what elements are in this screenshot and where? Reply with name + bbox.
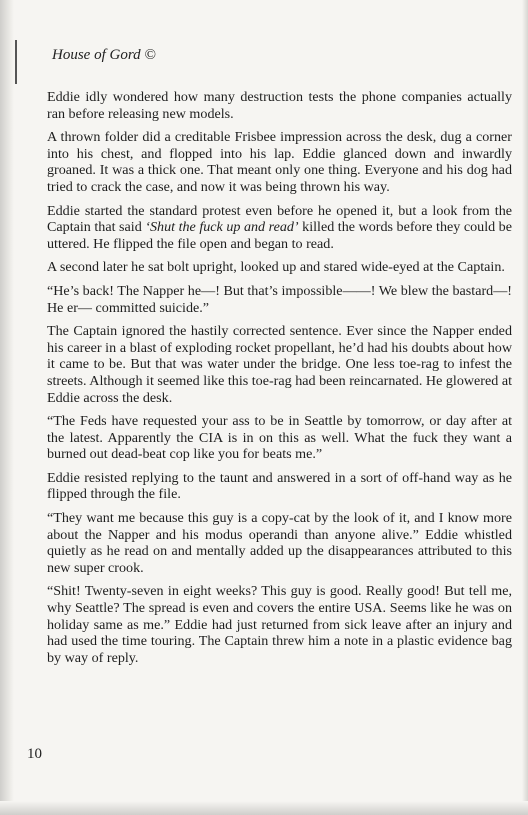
paragraph: “The Feds have requested your ass to be in Seattle by tomorrow, or day after at the latest. Apparently the CIA is in on this as well. What the fuck they want a burned out dead-beat cop like you for beats me.” [47,413,512,463]
binding-gutter [0,0,14,815]
paragraph: Eddie resisted replying to the taunt and answered in a sort of off-hand way as he flipped through the file. [47,469,512,503]
paragraph-text: killed the words before they could be uttered. He flipped the file open and began to read. [47,219,512,252]
page-edge-bottom [0,801,528,815]
gutter-mark [15,40,17,84]
paragraph: “They want me because this guy is a copy-cat by the look of it, and I know more about the Napper and his modus operandi than anyone alive.” Eddie whistled quietly as he read on and mentally added up the disappearances attributed to this new super crook. [47,510,512,576]
page-number: 10 [27,746,42,762]
italic-quote: ‘Shut the fuck up and read’ [145,219,299,236]
paragraph: A second later he sat bolt upright, looked up and stared wide-eyed at the Captain. [47,259,505,276]
body-text [47,89,512,673]
paragraph: Eddie idly wondered how many destruction tests the phone companies actually ran before releasing new models. [47,89,512,122]
paragraph: A thrown folder did a creditable Frisbee impression across the desk, dug a corner into his chest, and flopped into his lap. Eddie glanced down and inwardly groaned. It was a thick one. That meant only one thing. Everyone and his dog had tried to crack the case, and now it was being thrown his way. [47,129,512,195]
page-edge-right [522,0,528,815]
paragraph: The Captain ignored the hastily corrected sentence. Ever since the Napper ended his career in a blast of exploding rocket propellant, he’d had his doubts about how it came to be. But that was water under the bridge. One less toe-rag to infest the streets. Although it seemed like this toe-rag had been reincarnated. He glowered at Eddie across the desk. [47,323,512,406]
paragraph: “He’s back! The Napper he—! But that’s impossible——! We blew the bastard—! He er— committed suicide.” [47,282,512,316]
paragraph [47,203,512,253]
paragraph-text: Eddie started the standard protest even before he opened it, but a look from the Captain that said [47,202,512,236]
paragraph: “Shit! Twenty-seven in eight weeks? This guy is good. Really good! But tell me, why Seattle? The spread is even and covers the entire USA. Seems like he was on holiday same as me.” Eddie had just returned from sick leave after an injury and had used the time touring. The Captain threw him a note in a plastic evidence bag by way of reply. [47,583,512,666]
running-header: House of Gord © [52,47,156,63]
